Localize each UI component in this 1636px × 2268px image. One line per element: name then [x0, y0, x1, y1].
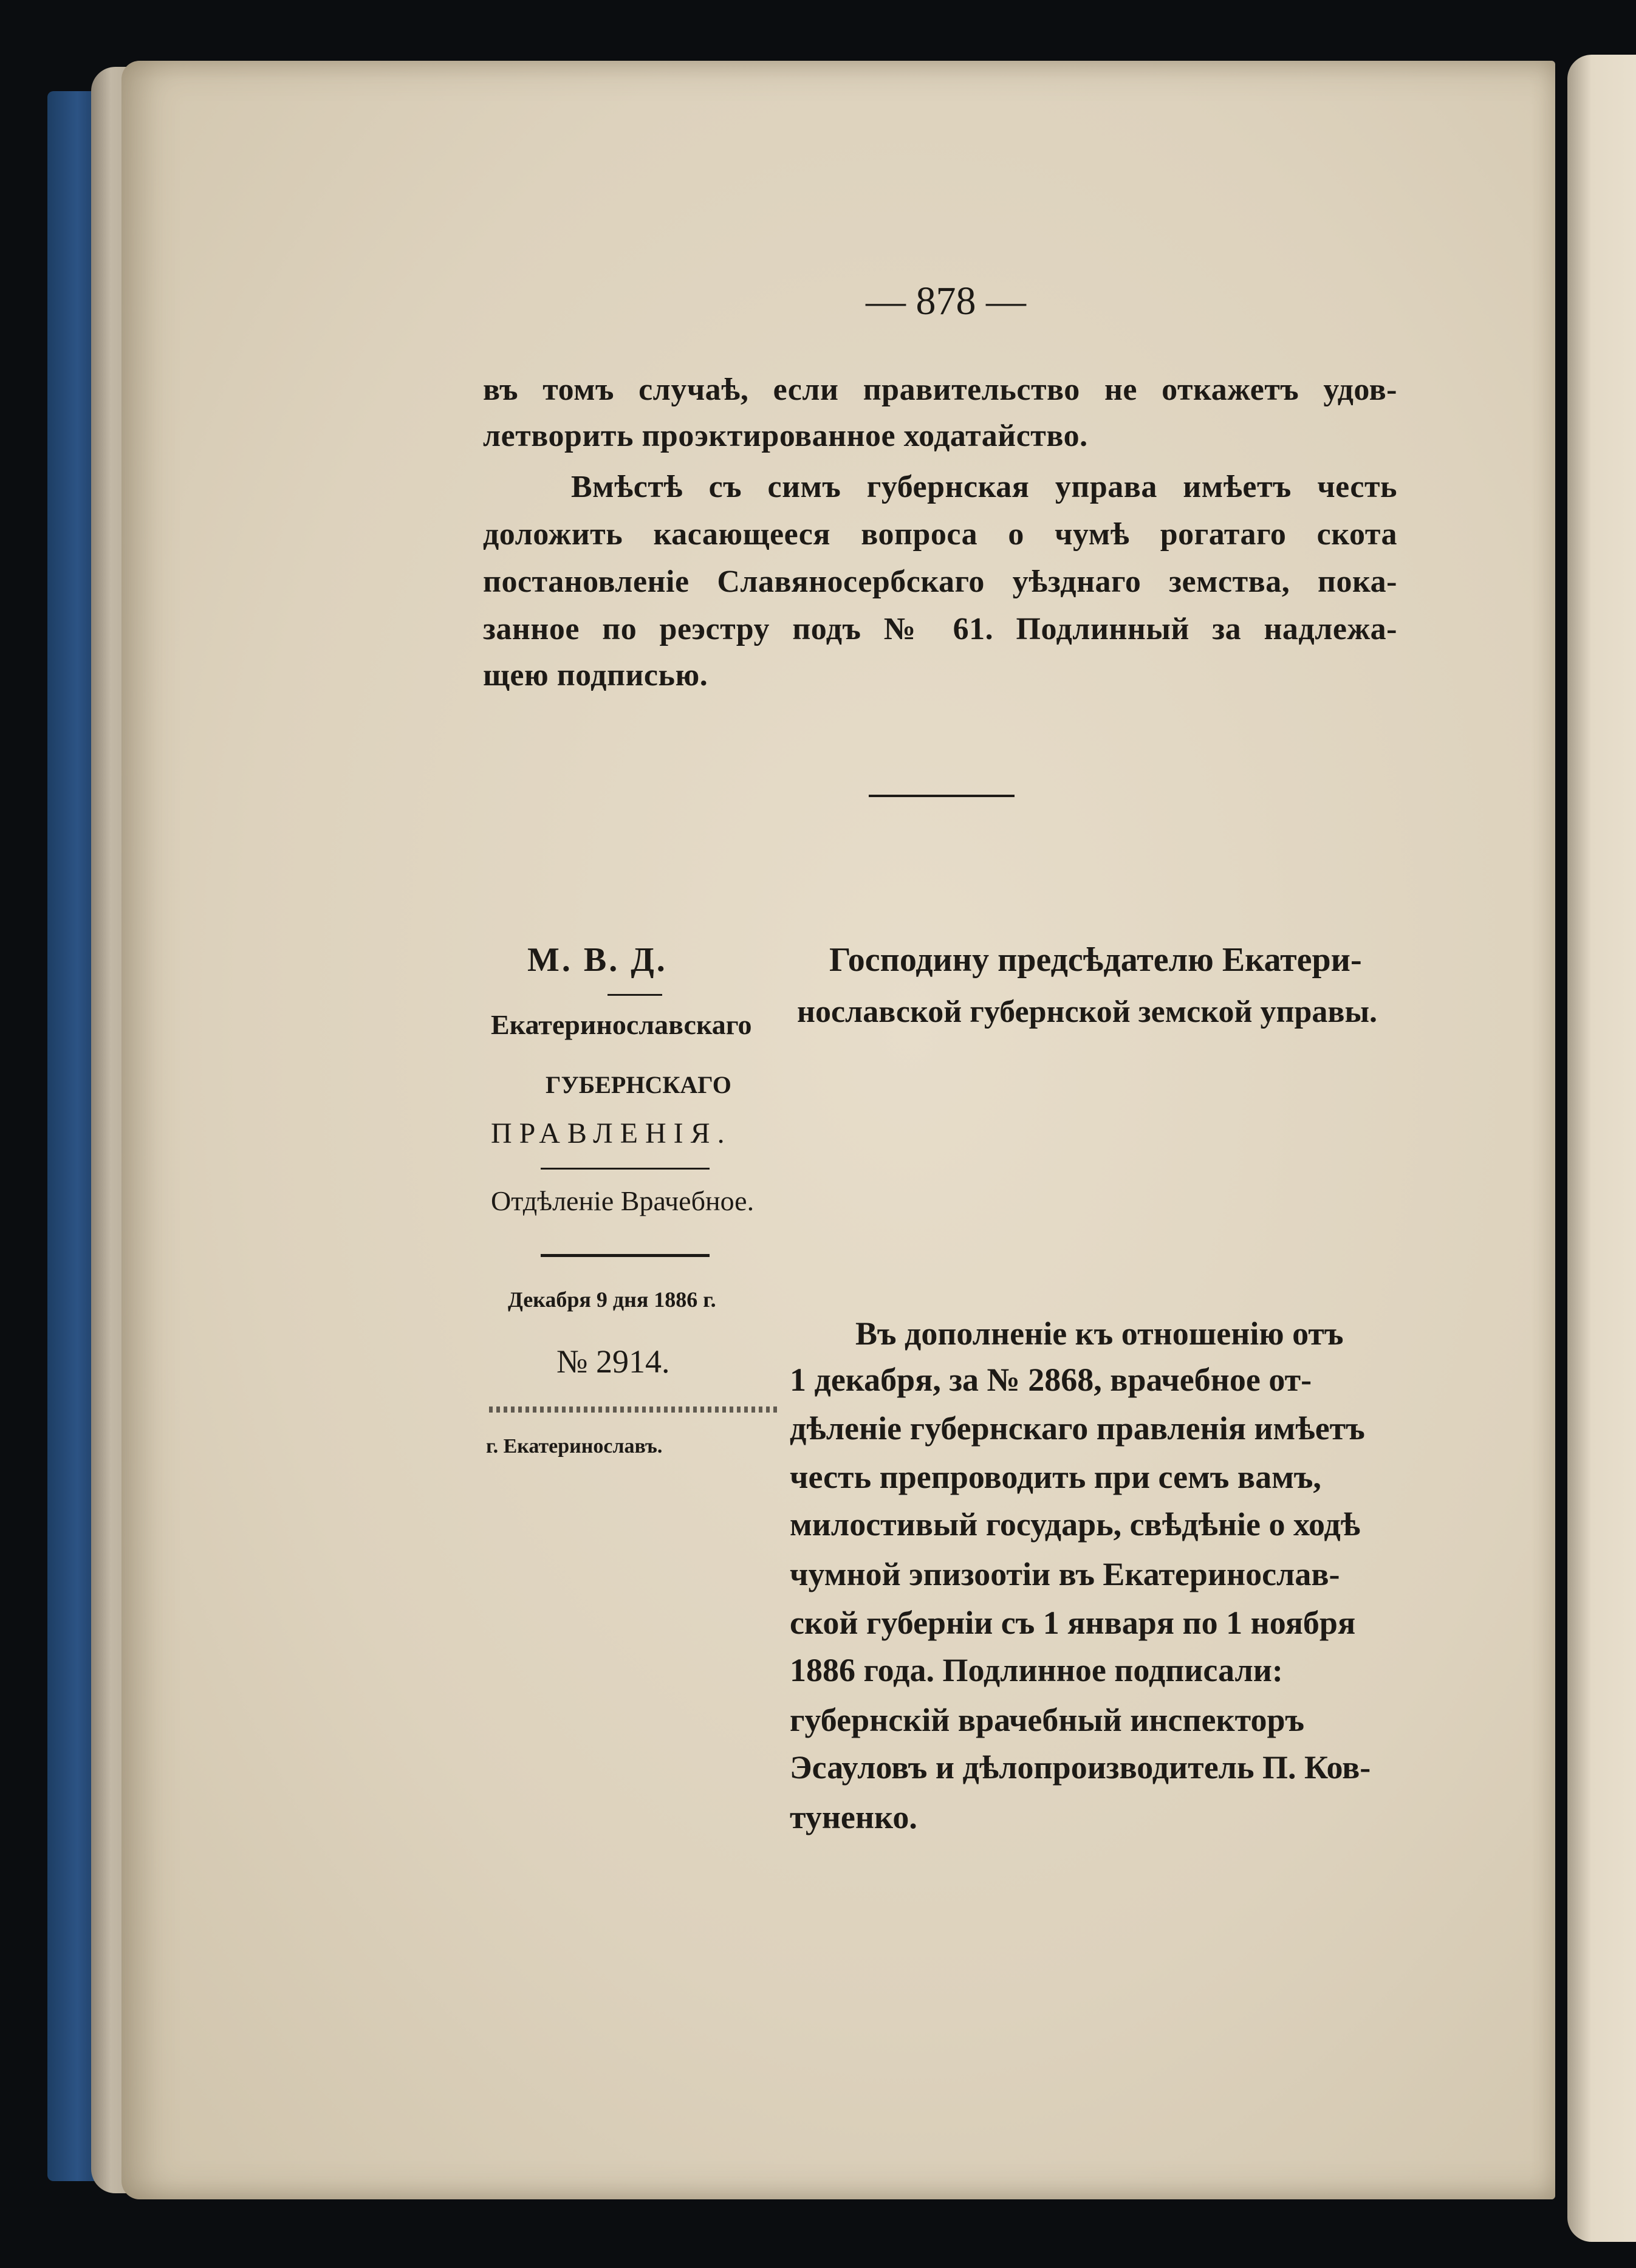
- letter-body-line-3: дѣленіе губернскаго правленія имѣетъ: [790, 1410, 1365, 1447]
- letter-body-line-5: милостивый государь, свѣдѣніе о ходѣ: [790, 1506, 1361, 1543]
- sender-line-1: Екатеринославскаго: [491, 1009, 752, 1040]
- letter-body-line-1: Въ дополненіе къ отношенію отъ: [855, 1315, 1344, 1352]
- body-line-1: въ томъ случаѣ, если правительство не откажетъ удов-: [483, 372, 1397, 407]
- letter-body-line-7: ской губерніи съ 1 января по 1 ноября: [790, 1605, 1356, 1641]
- body-line-2: летворить проэктированное ходатайство.: [483, 419, 1088, 453]
- number-wavy-rule: [489, 1406, 781, 1413]
- body-line-5: постановленіе Славяносербскаго уѣзднаго земства, пока-: [483, 564, 1397, 599]
- letter-body-line-4: честь препроводить при семъ вамъ,: [790, 1459, 1321, 1495]
- ministry-abbreviation: М. В. Д.: [527, 941, 668, 979]
- letter-date: Декабря 9 дня 1886 г.: [508, 1287, 716, 1312]
- sender-line-2: ГУБЕРНСКАГО: [546, 1071, 731, 1098]
- addressee-line-1: Господину предсѣдателю Екатери-: [829, 941, 1362, 979]
- section-divider: [869, 795, 1015, 797]
- body-line-6: занное по реэстру подъ № 61. Подлинный за надлежа-: [483, 612, 1397, 646]
- body-line-3: Вмѣстѣ съ симъ губернская управа имѣетъ честь: [571, 470, 1397, 504]
- letter-number: № 2914.: [556, 1343, 670, 1380]
- letter-body-line-10: Эсауловъ и дѣлопроизводитель П. Ков-: [790, 1749, 1371, 1786]
- sender-underline: [541, 1168, 710, 1170]
- body-line-7: щею подписью.: [483, 658, 708, 693]
- body-line-4: доложить касающееся вопроса о чумѣ рогатаго скота: [483, 517, 1397, 552]
- department: Отдѣленіе Врачебное.: [491, 1185, 755, 1216]
- letter-body-line-8: 1886 года. Подлинное подписали:: [790, 1652, 1283, 1688]
- letter-body-line-2: 1 декабря, за № 2868, врачебное от-: [790, 1362, 1312, 1398]
- addressee-line-2: нославской губернской земской управы.: [797, 995, 1378, 1029]
- ministry-underline: [608, 994, 662, 996]
- letter-body-line-11: туненко.: [790, 1799, 917, 1835]
- department-underline: [541, 1254, 710, 1257]
- sender-line-3: ПРАВЛЕНІЯ.: [491, 1117, 732, 1149]
- adjacent-page-edge: [1567, 55, 1636, 2242]
- letter-body-line-9: губернскій врачебный инспекторъ: [790, 1702, 1304, 1738]
- page-number: — 878 —: [866, 279, 1026, 323]
- letter-city: г. Екатеринославъ.: [486, 1435, 663, 1458]
- letter-body-line-6: чумной эпизоотіи въ Екатеринослав-: [790, 1556, 1340, 1592]
